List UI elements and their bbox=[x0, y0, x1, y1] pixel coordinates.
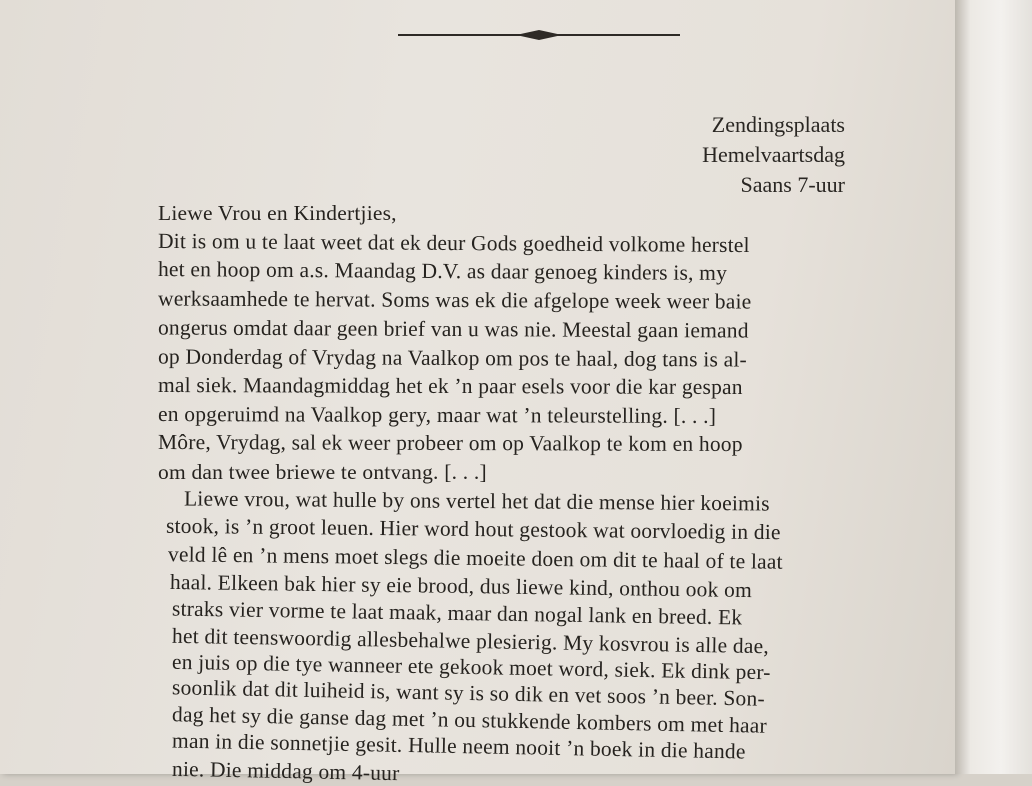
text-line: haal. Elkeen bak hier sy eie brood, dus liewe kind, onthou ook om bbox=[169, 569, 753, 603]
text-line: werksaamhede te hervat. Soms was ek die afgelope week weer baie bbox=[157, 286, 752, 314]
letter-time: Saans 7-uur bbox=[740, 172, 845, 197]
text-line: ongerus omdat daar geen brief van u was nie. Meestal gaan iemand bbox=[157, 315, 749, 343]
text-line: het dit teenswoordig allesbehalwe plesierig. My kosvrou is alle dae, bbox=[171, 623, 770, 659]
salutation: Liewe Vrou en Kindertjies, bbox=[158, 201, 397, 225]
text-line: soonlik dat dit luiheid is, want sy is so dik en vet soos ’n beer. Son- bbox=[171, 675, 766, 711]
letter-day: Hemelvaartsdag bbox=[702, 142, 845, 167]
text-line: stook, is ’n groot leuen. Hier word hout gestook wat oorvloedig in die bbox=[165, 513, 781, 545]
text-line: mal siek. Maandagmiddag het ek ’n paar esels voor die kar gespan bbox=[157, 372, 743, 400]
text-line: om dan twee briewe te ontvang. [. . .] bbox=[158, 460, 487, 484]
text-line: straks vier vorme te laat maak, maar dan nogal lank en breed. Ek bbox=[171, 596, 743, 630]
text-line: het en hoop om a.s. Maandag D.V. as daar genoeg kinders is, my bbox=[157, 257, 728, 285]
text-line: op Donderdag of Vrydag na Vaalkop om pos te haal, dog tans is al- bbox=[157, 344, 747, 372]
letter-place: Zendingsplaats bbox=[711, 112, 845, 137]
text-line: man in die sonnetjie gesit. Hulle neem nooit ’n boek in die hande bbox=[171, 728, 746, 764]
text-line: en opgeruimd na Vaalkop gery, maar wat ’n teleurstelling. [. . .] bbox=[157, 402, 717, 428]
text-line: Dit is om u te laat weet dat ek deur Gods goedheid volkome herstel bbox=[157, 228, 750, 258]
page-edge bbox=[955, 0, 1032, 774]
text-line: Liewe vrou, wat hulle by ons vertel het dat die mense hier koeimis bbox=[183, 486, 770, 516]
ornament-divider-icon bbox=[398, 28, 680, 42]
text-line: veld lê en ’n mens moet slegs die moeite doen om dit te haal of te laat bbox=[167, 542, 783, 574]
text-line: Môre, Vrydag, sal ek weer probeer om op Vaalkop te kom en hoop bbox=[157, 429, 743, 457]
text-line: nie. Die middag om 4-uur bbox=[171, 756, 400, 786]
text-line: dag het sy die ganse dag met ’n ou stukkende kombers om met haar bbox=[171, 702, 768, 738]
text-line: en juis op die tye wanneer ete gekook moet word, siek. Ek dink per- bbox=[171, 649, 771, 685]
